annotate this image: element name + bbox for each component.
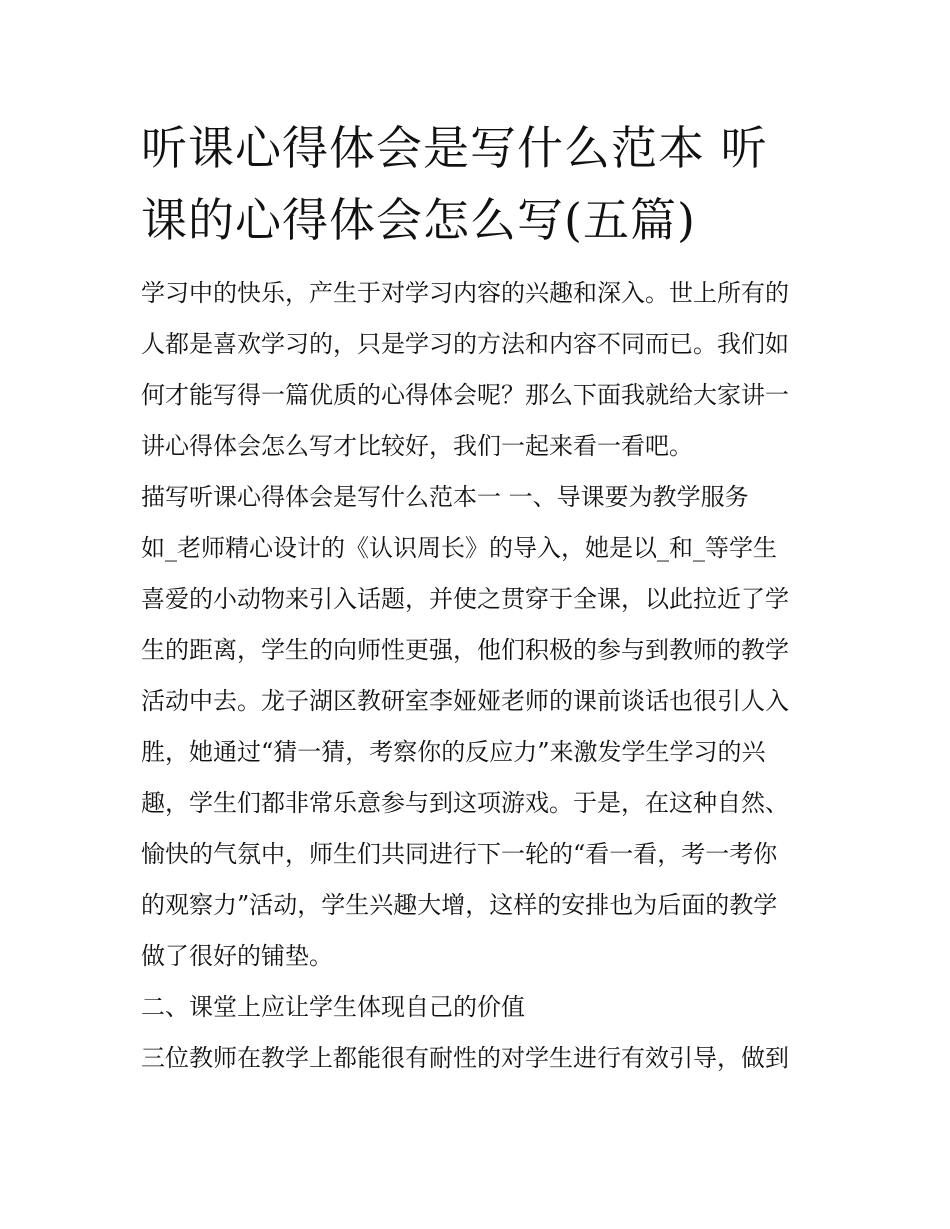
body-line: 何才能写得一篇优质的心得体会呢？那么下面我就给大家讲一 [141,381,789,409]
body-line: 活动中去。龙子湖区教研室李娅娅老师的课前谈话也很引人入 [141,687,789,715]
body-line: 描写听课心得体会是写什么范本一 一、导课要为教学服务 [141,483,749,511]
body-line: 胜，她通过“猜一猜，考察你的反应力”来激发学生学习的兴 [141,738,766,766]
body-line: 学习中的快乐，产生于对学习内容的兴趣和深入。世上所有的 [141,279,789,307]
document-body [141,268,813,1084]
title-line: 听课心得体会是写什么范本 听 [141,121,768,175]
body-line: 二、课堂上应让学生体现自己的价值 [141,993,525,1021]
body-line: 做了很好的铺垫。 [141,942,333,970]
title-line: 课的心得体会怎么写(五篇) [141,193,696,247]
document-page [141,112,813,1084]
body-line: 喜爱的小动物来引入话题，并使之贯穿于全课，以此拉近了学 [141,585,789,613]
body-line: 趣，学生们都非常乐意参与到这项游戏。于是，在这种自然、 [141,789,789,817]
document-title [141,112,813,256]
body-line: 如_老师精心设计的《认识周长》的导入，她是以_和_等学生 [141,534,777,562]
body-line: 的观察力”活动，学生兴趣大增，这样的安排也为后面的教学 [141,891,778,919]
body-line: 愉快的气氛中，师生们共同进行下一轮的“看一看，考一考你 [141,840,778,868]
body-line: 生的距离，学生的向师性更强，他们积极的参与到教师的教学 [141,636,789,664]
body-line: 讲心得体会怎么写才比较好，我们一起来看一看吧。 [141,432,693,460]
body-line: 人都是喜欢学习的，只是学习的方法和内容不同而已。我们如 [141,330,789,358]
body-line: 三位教师在教学上都能很有耐性的对学生进行有效引导，做到 [141,1044,789,1072]
